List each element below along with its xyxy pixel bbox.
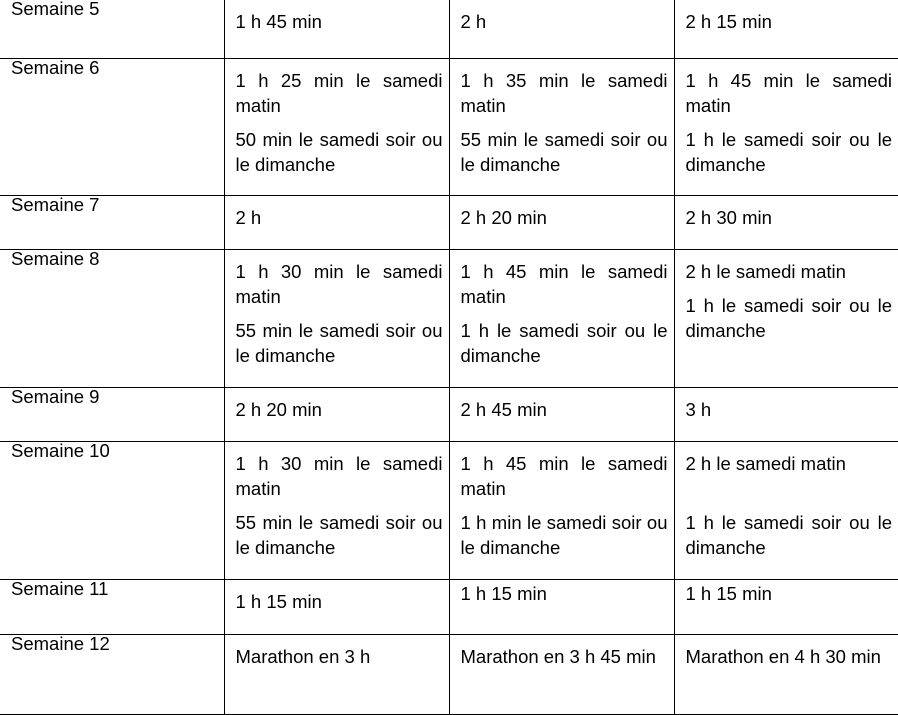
cell-text: 1 h 35 min le samedi matin [460,70,668,116]
table-cell [674,442,898,580]
cell-text: 2 h 15 min [685,11,772,32]
table-cell [224,250,449,388]
week-label: Semaine 8 [0,246,224,384]
week-label: Semaine 11 [0,576,224,631]
table-cell [224,388,449,442]
table-row [0,0,898,59]
cell-text: Marathon en 3 h 45 min [460,646,656,667]
week-label: Semaine 5 [0,0,224,55]
cell-text: 1 h min le samedi soir ou le dimanche [460,512,668,558]
cell-text: 2 h [235,207,262,228]
table-cell [674,580,898,635]
cell-text: 1 h 30 min le samedi matin [235,261,443,307]
table-row [0,388,898,442]
cell-text: 2 h 45 min [460,399,547,420]
cell-text: 1 h le samedi soir ou le dimanche [685,512,892,558]
table-cell [449,250,674,388]
week-label: Semaine 10 [0,438,224,576]
table-cell [224,196,449,250]
cell-text: 1 h 15 min [685,583,772,604]
cell-text: 1 h le samedi soir ou le dimanche [460,320,668,366]
table-cell [449,59,674,196]
week-label: Semaine 7 [0,192,224,246]
table-cell [674,388,898,442]
table-row [0,442,898,580]
cell-text: 1 h 30 min le samedi matin [235,453,443,499]
cell-text: 1 h 25 min le samedi matin [235,70,443,116]
cell-text: 1 h 45 min le samedi matin [685,70,892,116]
cell-text: 50 min le samedi soir ou le dimanche [235,129,443,175]
cell-text: 2 h 30 min [685,207,772,228]
table-row [0,250,898,388]
table-cell [674,59,898,196]
week-label: Semaine 9 [0,384,224,438]
table-row [0,580,898,635]
cell-text: 2 h le samedi matin [685,453,846,474]
week-label: Semaine 6 [0,55,224,192]
table-cell [674,250,898,388]
table-cell [224,442,449,580]
cell-text: 1 h le samedi soir ou le dimanche [685,129,892,175]
cell-text: 1 h 45 min [235,11,322,32]
cell-text: 1 h 45 min le samedi matin [460,453,668,499]
table-row [0,196,898,250]
cell-text: 2 h le samedi matin [685,261,846,282]
table-cell [224,0,449,59]
table-row [0,59,898,196]
cell-text: 2 h [460,11,487,32]
cell-text: 1 h 15 min [235,591,322,612]
cell-text: 55 min le samedi soir ou le dimanche [235,512,443,558]
cell-text: 3 h [685,399,712,420]
table-cell [674,0,898,59]
cell-text: 1 h le samedi soir ou le dimanche [685,295,892,341]
table-cell [224,59,449,196]
cell-text: 55 min le samedi soir ou le dimanche [235,320,443,366]
table-cell [449,196,674,250]
week-label: Semaine 12 [0,631,224,711]
table-cell [449,442,674,580]
table-cell [449,388,674,442]
cell-text: Marathon en 3 h [235,646,371,667]
cell-text: Marathon en 4 h 30 min [685,646,881,667]
table-cell [449,580,674,635]
table-cell [449,0,674,59]
cell-text: 1 h 15 min [460,583,547,604]
cell-text: 55 min le samedi soir ou le dimanche [460,129,668,175]
table-cell [224,580,449,635]
cell-text: 2 h 20 min [235,399,322,420]
cell-text: 2 h 20 min [460,207,547,228]
cell-text: 1 h 45 min le samedi matin [460,261,668,307]
table-cell [674,196,898,250]
